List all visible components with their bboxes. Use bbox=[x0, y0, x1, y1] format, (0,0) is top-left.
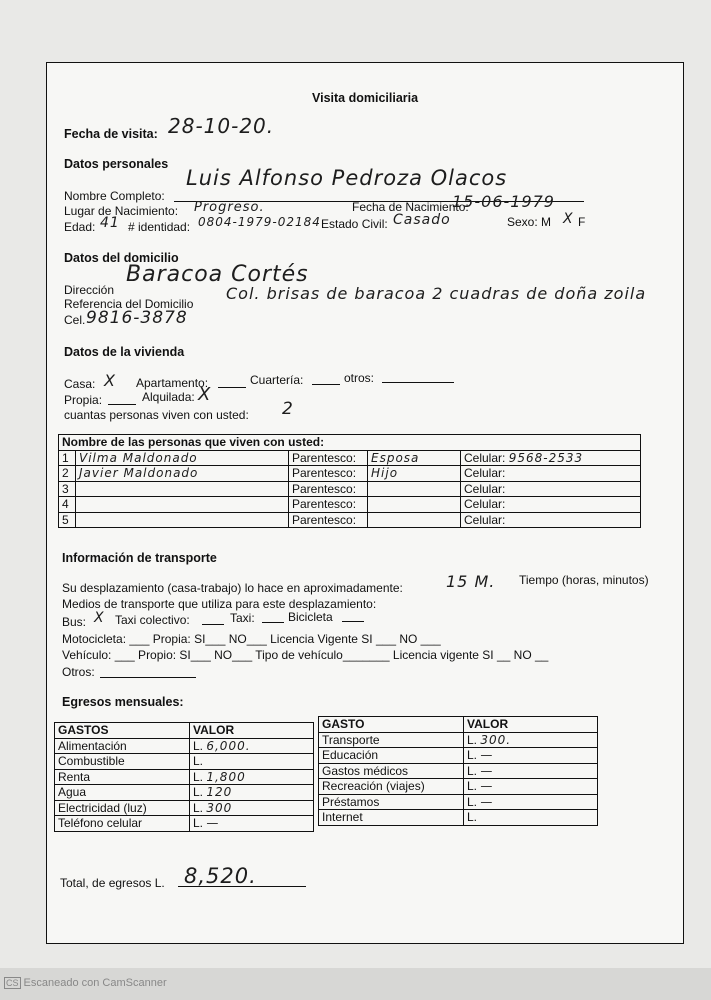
visit-date-value: 28-10-20. bbox=[168, 114, 275, 138]
cuarteria-label: Cuartería: bbox=[250, 373, 304, 387]
table-row: Educación L. — bbox=[319, 748, 598, 764]
table-row: Gastos médicos L. — bbox=[319, 763, 598, 779]
motorcycle-line: Motocicleta: ___ Propia: SI___ NO___ Licencia Vigente SI ___ NO ___ bbox=[62, 632, 441, 646]
propia-line bbox=[108, 391, 136, 405]
transport-otros-label: Otros: bbox=[62, 665, 95, 679]
bicicleta-label: Bicicleta bbox=[288, 610, 333, 624]
table-row: 2 Javier Maldonado Parentesco: Hijo Celular: bbox=[59, 466, 641, 482]
apartamento-line bbox=[218, 374, 246, 388]
table-row: Electricidad (luz) L. 300 bbox=[55, 800, 314, 816]
direction-label: Dirección bbox=[64, 283, 115, 297]
taxi-label: Taxi: bbox=[230, 611, 255, 625]
alquilada-mark: X bbox=[198, 384, 212, 405]
travel-time-value: 15 M. bbox=[446, 572, 496, 591]
civil-label: Estado Civil: bbox=[321, 217, 388, 231]
table-row: 5 Parentesco: Celular: bbox=[59, 512, 641, 528]
bicicleta-line bbox=[342, 608, 364, 622]
table-row: Renta L. 1,800 bbox=[55, 769, 314, 785]
housing-heading: Datos de la vivienda bbox=[64, 345, 185, 359]
alquilada-label: Alquilada: bbox=[142, 390, 195, 404]
civil-value: Casado bbox=[393, 212, 451, 228]
id-label: # identidad: bbox=[128, 220, 191, 234]
birthdate-label: Fecha de Nacimiento: bbox=[352, 200, 469, 214]
personal-heading: Datos personales bbox=[64, 157, 169, 171]
casa-mark: X bbox=[104, 371, 116, 390]
household-table bbox=[58, 434, 641, 528]
persons-count-label: cuantas personas viven con usted: bbox=[64, 408, 249, 422]
household-header: Nombre de las personas que viven con usted: bbox=[59, 435, 641, 451]
table-row: Alimentación L. 6,000. bbox=[55, 738, 314, 754]
camscanner-watermark bbox=[4, 977, 167, 989]
table-row: Agua L. 120 bbox=[55, 785, 314, 801]
bus-label: Bus: bbox=[62, 615, 87, 629]
sex-label: Sexo: M bbox=[507, 215, 552, 229]
table-row: Combustible L. bbox=[55, 754, 314, 770]
expenses-table-left: GASTOS VALOR Alimentación L. 6,000. Combustible L. Renta L. 1,800 Agua L. 120 Electricidad (luz) L. 300 Teléfono celular L. — bbox=[54, 722, 314, 832]
persons-count-value: 2 bbox=[282, 399, 294, 419]
birthplace-label: Lugar de Nacimiento: bbox=[64, 204, 179, 218]
table-row: Internet L. bbox=[319, 810, 598, 826]
birthdate-value: 15-06-1979 bbox=[452, 192, 555, 211]
total-expenses-value: 8,520. bbox=[184, 864, 257, 888]
table-row: Préstamos L. — bbox=[319, 794, 598, 810]
sex-mark: X bbox=[563, 211, 574, 227]
transport-means-label: Medios de transporte que utiliza para este desplazamiento: bbox=[62, 597, 377, 611]
address-heading: Datos del domicilio bbox=[64, 251, 179, 265]
cel-label: Cel. bbox=[64, 313, 86, 327]
table-row: 1 Vilma Maldonado Parentesco: Esposa Celular: 9568-2533 bbox=[59, 450, 641, 466]
table-row: Transporte L. 300. bbox=[319, 732, 598, 748]
name-label: Nombre Completo: bbox=[64, 189, 165, 203]
camscanner-logo-icon: CS bbox=[6, 978, 19, 988]
table-row: 3 Parentesco: Celular: bbox=[59, 481, 641, 497]
bus-mark: X bbox=[94, 610, 105, 626]
transport-otros-line bbox=[100, 664, 196, 678]
age-label: Edad: bbox=[64, 220, 96, 234]
cuarteria-line bbox=[312, 371, 340, 385]
camscanner-text: Escaneado con CamScanner bbox=[23, 977, 167, 989]
travel-time-label: Su desplazamiento (casa-trabajo) lo hace en aproximadamente: bbox=[62, 581, 403, 595]
expenses-table-right: GASTO VALOR Transporte L. 300. Educación L. — Gastos médicos L. — Recreación (viajes) L. — Préstamos L. — Internet L. bbox=[318, 716, 598, 826]
propia-label: Propia: bbox=[64, 393, 103, 407]
total-expenses-label: Total, de egresos L. bbox=[60, 876, 165, 890]
reference-label: Referencia del Domicilio bbox=[64, 297, 194, 311]
apartamento-label: Apartamento: bbox=[136, 376, 209, 390]
vehicle-line: Vehículo: ___ Propio: SI___ NO___ Tipo de vehículo_______ Licencia vigente SI __ NO __ bbox=[62, 648, 549, 662]
cel-value: 9816-3878 bbox=[86, 308, 188, 328]
table-row: 4 Parentesco: Celular: bbox=[59, 497, 641, 513]
id-value: 0804-1979-02184 bbox=[198, 215, 321, 229]
otros-line bbox=[382, 369, 454, 383]
travel-time-units: Tiempo (horas, minutos) bbox=[519, 573, 649, 587]
direction-value: Baracoa Cortés bbox=[126, 262, 309, 287]
sex-f-label: F bbox=[578, 215, 586, 229]
visit-date-label: Fecha de visita: bbox=[64, 127, 158, 141]
transport-heading: Información de transporte bbox=[62, 551, 217, 565]
otros-label: otros: bbox=[344, 371, 375, 385]
casa-label: Casa: bbox=[64, 377, 96, 391]
taxi-colectivo-line bbox=[202, 611, 224, 625]
table-row: Teléfono celular L. — bbox=[55, 816, 314, 832]
age-value: 41 bbox=[100, 215, 120, 231]
form-title: Visita domiciliaria bbox=[312, 91, 419, 105]
expenses-heading: Egresos mensuales: bbox=[62, 695, 184, 709]
birthplace-value: Progreso. bbox=[194, 200, 265, 215]
taxi-colectivo-label: Taxi colectivo: bbox=[115, 613, 190, 627]
reference-value: Col. brisas de baracoa 2 cuadras de doña zoila bbox=[226, 284, 647, 303]
taxi-line bbox=[262, 609, 284, 623]
name-value: Luis Alfonso Pedroza Olacos bbox=[186, 166, 508, 190]
table-row: Recreación (viajes) L. — bbox=[319, 779, 598, 795]
